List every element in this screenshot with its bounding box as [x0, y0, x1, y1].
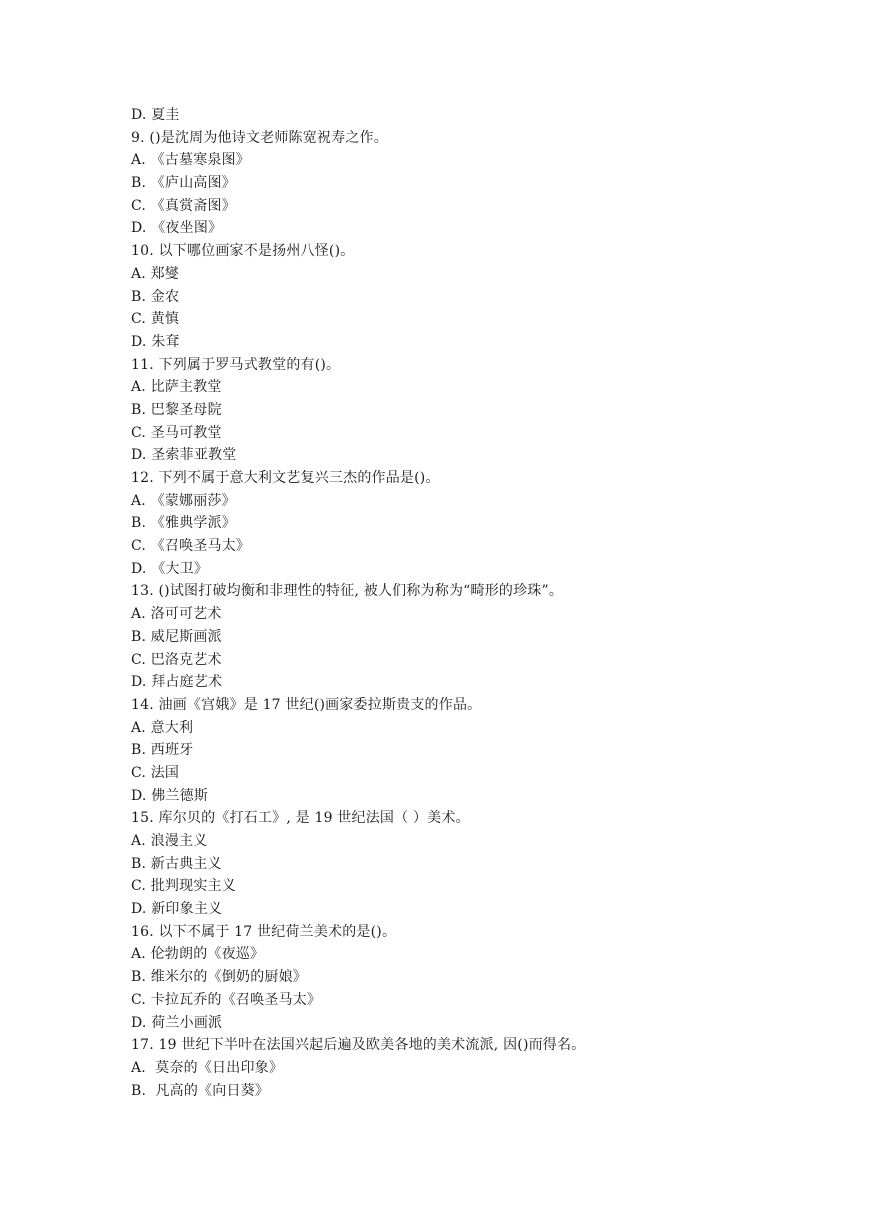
- question-line: 15. 库尔贝的《打石工》, 是 19 世纪法国（ ）美术。: [131, 810, 470, 827]
- option-line: A. 《蒙娜丽莎》: [131, 492, 236, 509]
- option-line: B. 新古典主义: [131, 855, 222, 872]
- option-line: D. 佛兰德斯: [131, 787, 209, 804]
- option-line: D. 圣索菲亚教堂: [131, 447, 237, 464]
- option-line: D. 《夜坐图》: [131, 220, 223, 237]
- option-line: B. 巴黎圣母院: [131, 401, 222, 418]
- option-line: C. 卡拉瓦乔的《召唤圣马太》: [131, 991, 322, 1008]
- option-line: A. 《古墓寒泉图》: [131, 152, 251, 169]
- option-line: A. 比萨主教堂: [131, 379, 222, 396]
- option-line: C. 巴洛克艺术: [131, 651, 222, 668]
- option-line: B. 《雅典学派》: [131, 515, 236, 532]
- option-line: A. 莫奈的《日出印象》: [131, 1059, 284, 1076]
- option-line: C. 批判现实主义: [131, 878, 236, 895]
- option-line: D. 新印象主义: [131, 901, 223, 918]
- option-line: D. 夏圭: [131, 107, 180, 123]
- option-line: B. 金农: [131, 288, 180, 305]
- question-line: 9. ()是沈周为他诗文老师陈宽祝寿之作。: [131, 129, 388, 146]
- question-line: 17. 19 世纪下半叶在法国兴起后遍及欧美各地的美术流派, 因()而得名。: [131, 1037, 586, 1054]
- question-line: 13. ()试图打破均衡和非理性的特征, 被人们称为称为“畸形的珍珠”。: [131, 583, 564, 600]
- option-line: C. 法国: [131, 764, 180, 781]
- option-line: A. 伦勃朗的《夜巡》: [131, 946, 265, 963]
- option-line: A. 浪漫主义: [131, 833, 208, 849]
- question-line: 16. 以下不属于 17 世纪荷兰美术的是()。: [131, 923, 397, 940]
- question-line: 12. 下列不属于意大利文艺复兴三杰的作品是()。: [131, 470, 440, 486]
- option-line: D. 朱耷: [131, 333, 180, 350]
- option-line: C. 《召唤圣马太》: [131, 538, 251, 555]
- option-line: B. 《庐山高图》: [131, 175, 236, 192]
- option-line: A. 郑燮: [131, 265, 180, 282]
- option-line: C. 圣马可教堂: [131, 424, 222, 441]
- question-line: 10. 以下哪位画家不是扬州八怪()。: [131, 243, 355, 260]
- option-line: C. 《真赏斋图》: [131, 197, 236, 214]
- option-line: B. 维米尔的《倒奶的厨娘》: [131, 969, 307, 986]
- question-line: 14. 油画《宫娥》是 17 世纪()画家委拉斯贵支的作品。: [131, 696, 482, 713]
- option-line: C. 黄慎: [131, 311, 180, 328]
- question-line: 11. 下列属于罗马式教堂的有()。: [131, 356, 341, 373]
- option-line: D. 拜占庭艺术: [131, 674, 223, 691]
- option-line: A. 洛可可艺术: [131, 606, 222, 623]
- option-line: D. 《大卫》: [131, 560, 209, 577]
- option-line: B. 西班牙: [131, 742, 194, 759]
- question-list: [131, 104, 831, 1102]
- option-line: B. 凡高的《向日葵》: [131, 1082, 270, 1099]
- option-line: B. 威尼斯画派: [131, 628, 222, 645]
- option-line: D. 荷兰小画派: [131, 1014, 223, 1031]
- option-line: A. 意大利: [131, 719, 194, 736]
